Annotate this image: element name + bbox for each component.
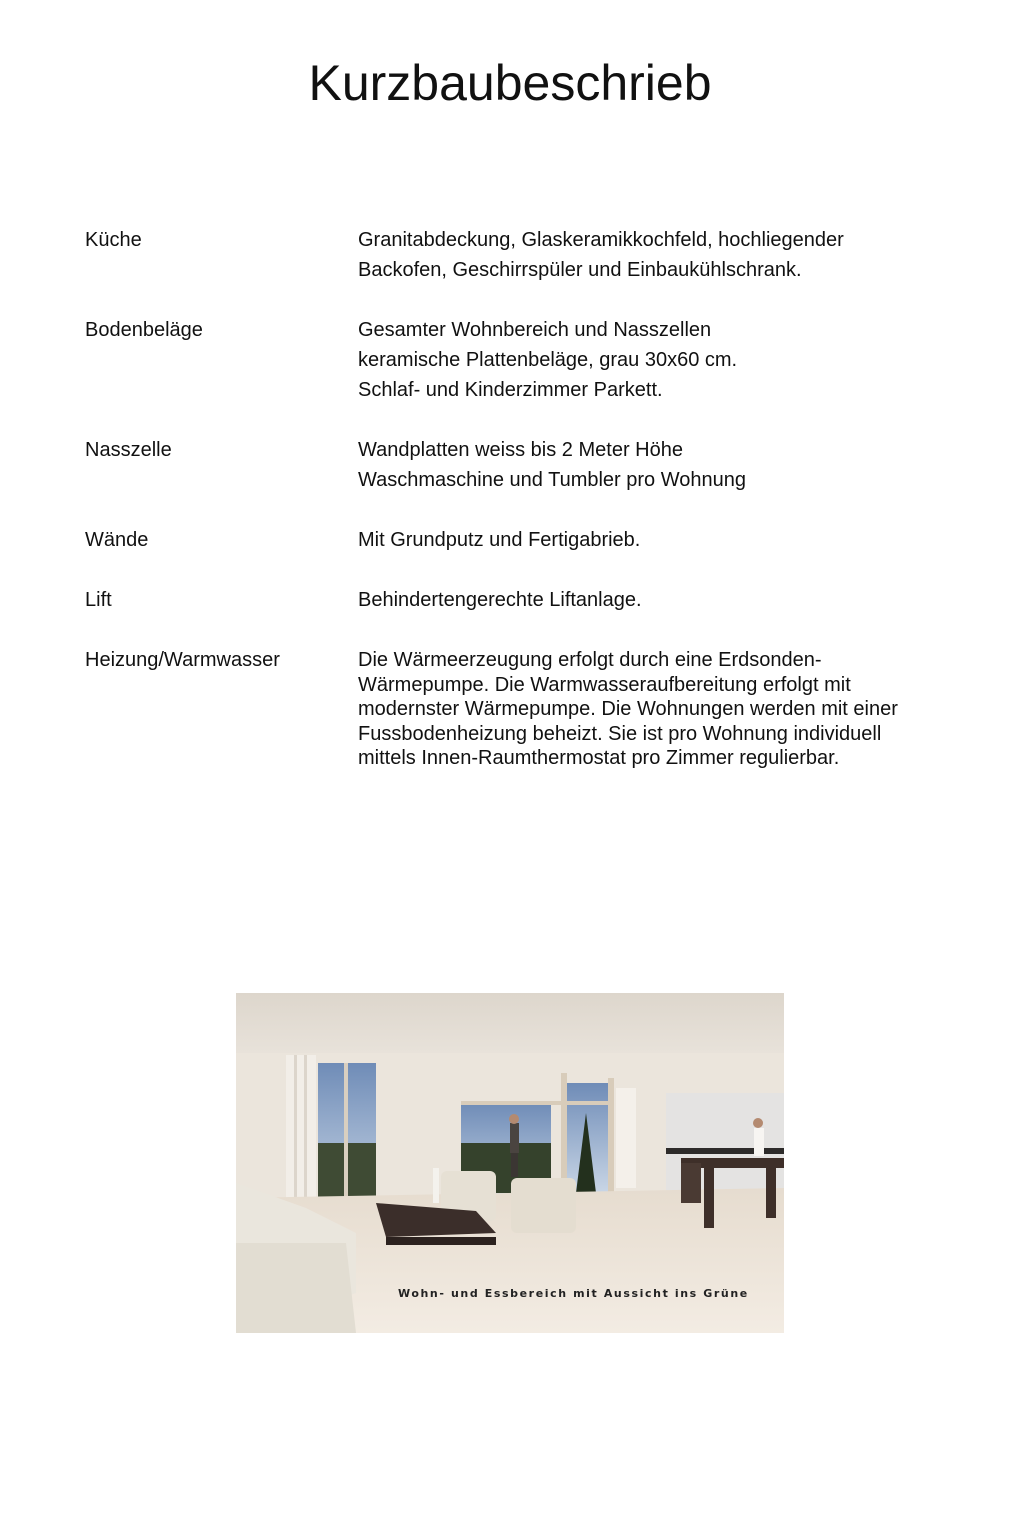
section-text-bodenbelaege bbox=[358, 315, 938, 405]
interior-photo bbox=[236, 993, 784, 1333]
section-text-lift bbox=[358, 585, 938, 615]
section-text-nasszelle bbox=[358, 435, 938, 495]
text-line: Granitabdeckung, Glaskeramikkochfeld, hochliegender bbox=[358, 229, 844, 251]
section-label-bodenbelaege: Bodenbeläge bbox=[85, 319, 203, 341]
text-line: Mit Grundputz und Fertigabrieb. bbox=[358, 529, 641, 551]
section-label-nasszelle: Nasszelle bbox=[85, 439, 172, 461]
section-label-kueche: Küche bbox=[85, 229, 142, 251]
text-line: Backofen, Geschirrspüler und Einbaukühlschrank. bbox=[358, 259, 802, 281]
section-label-heizung: Heizung/Warmwasser bbox=[85, 649, 280, 671]
text-line: Waschmaschine und Tumbler pro Wohnung bbox=[358, 469, 746, 491]
text-line: Schlaf- und Kinderzimmer Parkett. bbox=[358, 379, 663, 401]
text-line: Wandplatten weiss bis 2 Meter Höhe bbox=[358, 439, 683, 461]
page-title: Kurzbaubeschrieb bbox=[308, 55, 712, 111]
section-label-lift: Lift bbox=[85, 589, 112, 611]
text-line: Gesamter Wohnbereich und Nasszellen bbox=[358, 319, 712, 341]
text-line: Behindertengerechte Liftanlage. bbox=[358, 589, 642, 611]
section-label-waende: Wände bbox=[85, 529, 149, 551]
section-paragraph-heizung: Die Wärmeerzeugung erfolgt durch eine Erdsonden-Wärmepumpe. Die Warmwasseraufbereitung erfolgt mit modernster Wärmepumpe. Die Wohnungen werden mit einer Fussbodenheizung beheizt. Sie ist pro Wohnung individuell mittels Innen-Raumthermostat pro Zimmer regulierbar. bbox=[358, 649, 898, 769]
section-text-kueche bbox=[358, 225, 938, 285]
text-line: keramische Plattenbeläge, grau 30x60 cm. bbox=[358, 349, 738, 371]
section-text-waende bbox=[358, 525, 938, 555]
photo-caption: Wohn- und Essbereich mit Aussicht ins Grüne bbox=[398, 1287, 749, 1300]
